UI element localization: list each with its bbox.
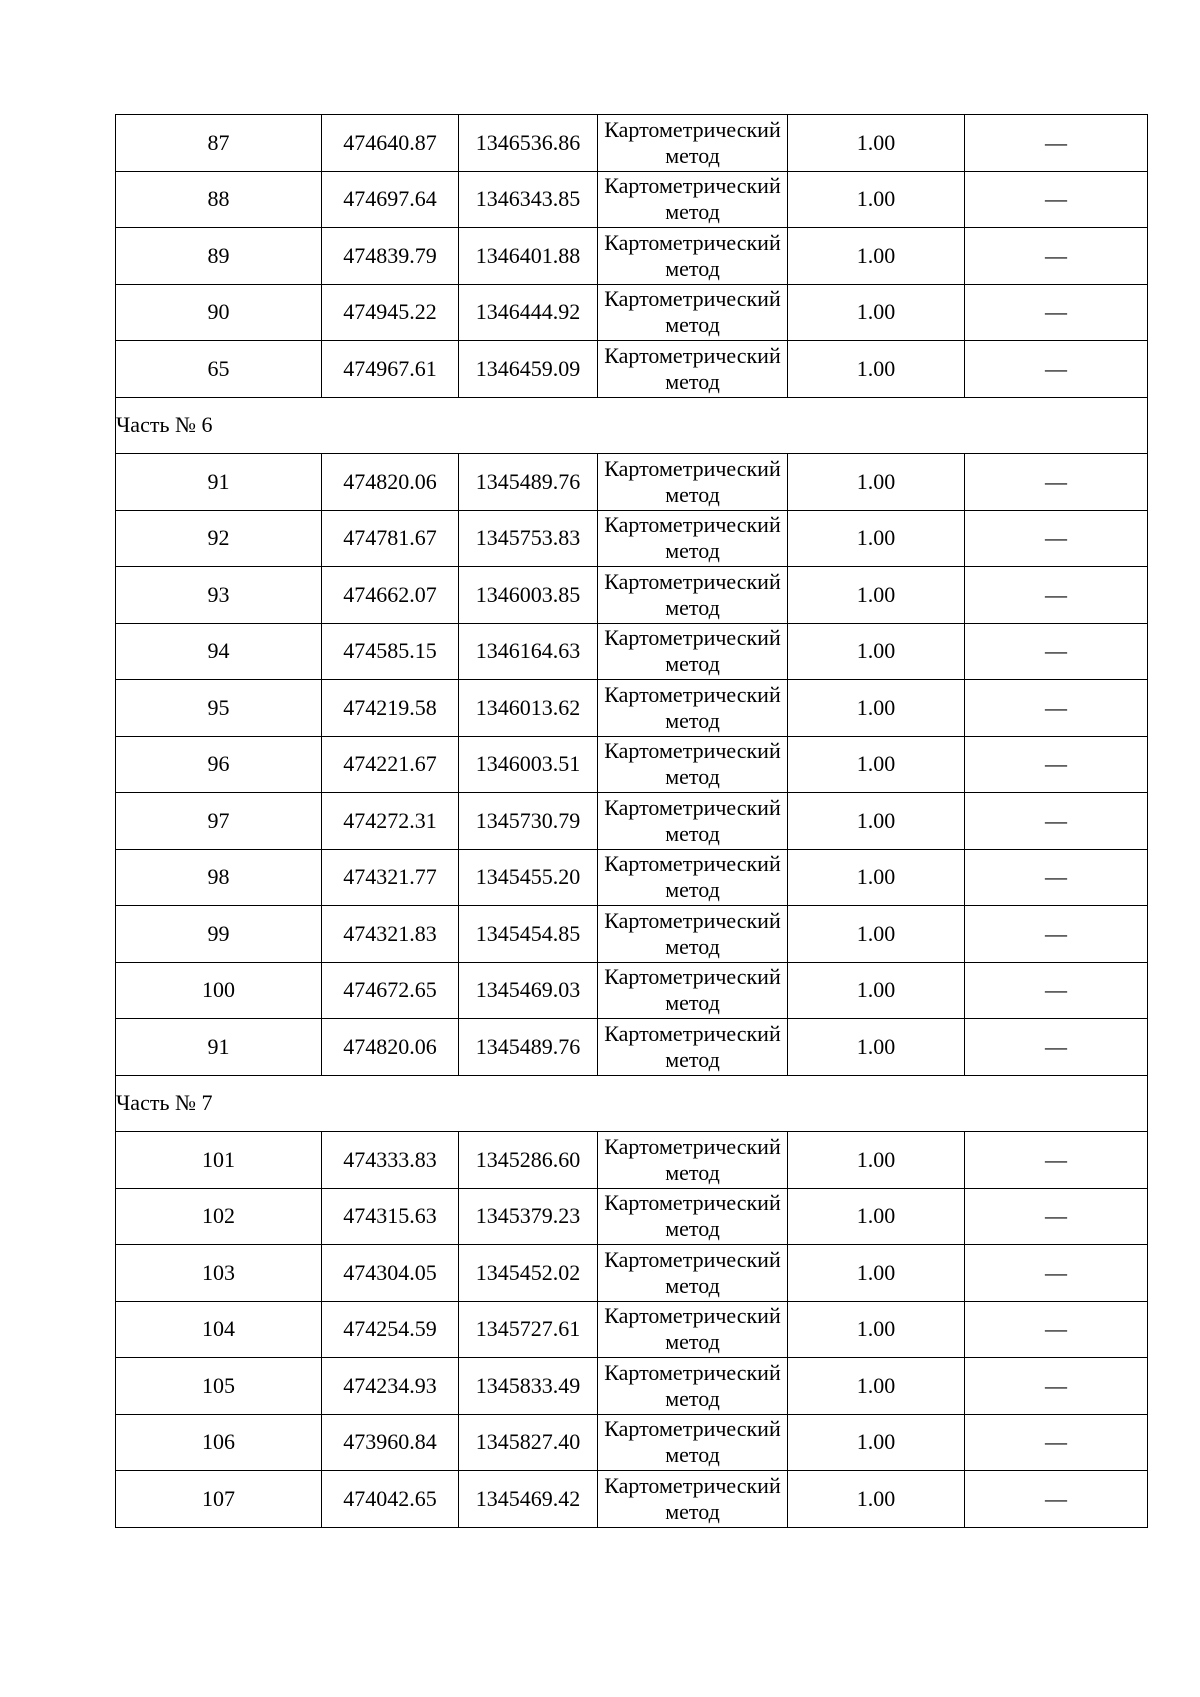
point-number-cell: 91 — [116, 454, 322, 511]
table-row — [116, 793, 1148, 850]
point-number-cell: 107 — [116, 1471, 322, 1528]
point-number-cell: 100 — [116, 962, 322, 1019]
y-coordinate-cell: 1345286.60 — [459, 1132, 598, 1189]
note-cell: — — [965, 284, 1148, 341]
y-coordinate-cell: 1345454.85 — [459, 906, 598, 963]
method-cell: Картометрический метод — [598, 567, 788, 624]
table-row — [116, 171, 1148, 228]
x-coordinate-cell: 474234.93 — [322, 1358, 459, 1415]
table-row — [116, 623, 1148, 680]
table-row — [116, 115, 1148, 172]
accuracy-cell: 1.00 — [788, 1188, 965, 1245]
x-coordinate-cell: 474839.79 — [322, 228, 459, 285]
accuracy-cell: 1.00 — [788, 962, 965, 1019]
method-cell: Картометрический метод — [598, 115, 788, 172]
table-row — [116, 510, 1148, 567]
accuracy-cell: 1.00 — [788, 228, 965, 285]
accuracy-cell: 1.00 — [788, 1132, 965, 1189]
y-coordinate-cell: 1345833.49 — [459, 1358, 598, 1415]
table-row — [116, 1245, 1148, 1302]
part-title: Часть № 6 — [116, 397, 1148, 454]
x-coordinate-cell: 474042.65 — [322, 1471, 459, 1528]
y-coordinate-cell: 1346343.85 — [459, 171, 598, 228]
point-number-cell: 102 — [116, 1188, 322, 1245]
table-row — [116, 906, 1148, 963]
x-coordinate-cell: 474333.83 — [322, 1132, 459, 1189]
note-cell: — — [965, 906, 1148, 963]
y-coordinate-cell: 1346003.51 — [459, 736, 598, 793]
note-cell: — — [965, 962, 1148, 1019]
y-coordinate-cell: 1345489.76 — [459, 1019, 598, 1076]
note-cell: — — [965, 1019, 1148, 1076]
table-row — [116, 680, 1148, 737]
y-coordinate-cell: 1345489.76 — [459, 454, 598, 511]
method-cell: Картометрический метод — [598, 1358, 788, 1415]
table-row — [116, 1358, 1148, 1415]
table-row — [116, 1132, 1148, 1189]
point-number-cell: 98 — [116, 849, 322, 906]
y-coordinate-cell: 1345469.42 — [459, 1471, 598, 1528]
note-cell: — — [965, 849, 1148, 906]
table-row — [116, 454, 1148, 511]
accuracy-cell: 1.00 — [788, 849, 965, 906]
point-number-cell: 105 — [116, 1358, 322, 1415]
note-cell: — — [965, 454, 1148, 511]
note-cell: — — [965, 623, 1148, 680]
point-number-cell: 88 — [116, 171, 322, 228]
method-cell: Картометрический метод — [598, 1414, 788, 1471]
method-cell: Картометрический метод — [598, 623, 788, 680]
method-cell: Картометрический метод — [598, 341, 788, 398]
x-coordinate-cell: 474321.83 — [322, 906, 459, 963]
x-coordinate-cell: 473960.84 — [322, 1414, 459, 1471]
part-header-row — [116, 397, 1148, 454]
x-coordinate-cell: 474640.87 — [322, 115, 459, 172]
point-number-cell: 106 — [116, 1414, 322, 1471]
accuracy-cell: 1.00 — [788, 680, 965, 737]
point-number-cell: 94 — [116, 623, 322, 680]
y-coordinate-cell: 1346003.85 — [459, 567, 598, 624]
point-number-cell: 96 — [116, 736, 322, 793]
x-coordinate-cell: 474967.61 — [322, 341, 459, 398]
method-cell: Картометрический метод — [598, 284, 788, 341]
y-coordinate-cell: 1346401.88 — [459, 228, 598, 285]
coordinates-document — [115, 114, 1147, 1528]
table-row — [116, 341, 1148, 398]
x-coordinate-cell: 474254.59 — [322, 1301, 459, 1358]
accuracy-cell: 1.00 — [788, 454, 965, 511]
part-header-row — [116, 1075, 1148, 1132]
point-number-cell: 95 — [116, 680, 322, 737]
table-row — [116, 567, 1148, 624]
method-cell: Картометрический метод — [598, 171, 788, 228]
note-cell: — — [965, 510, 1148, 567]
x-coordinate-cell: 474272.31 — [322, 793, 459, 850]
method-cell: Картометрический метод — [598, 793, 788, 850]
x-coordinate-cell: 474304.05 — [322, 1245, 459, 1302]
x-coordinate-cell: 474219.58 — [322, 680, 459, 737]
point-number-cell: 87 — [116, 115, 322, 172]
accuracy-cell: 1.00 — [788, 623, 965, 680]
method-cell: Картометрический метод — [598, 906, 788, 963]
x-coordinate-cell: 474585.15 — [322, 623, 459, 680]
coordinates-table — [115, 114, 1148, 1528]
y-coordinate-cell: 1345469.03 — [459, 962, 598, 1019]
accuracy-cell: 1.00 — [788, 567, 965, 624]
note-cell: — — [965, 1358, 1148, 1415]
y-coordinate-cell: 1345379.23 — [459, 1188, 598, 1245]
note-cell: — — [965, 1245, 1148, 1302]
accuracy-cell: 1.00 — [788, 115, 965, 172]
note-cell: — — [965, 736, 1148, 793]
table-row — [116, 1188, 1148, 1245]
method-cell: Картометрический метод — [598, 680, 788, 737]
table-row — [116, 849, 1148, 906]
note-cell: — — [965, 680, 1148, 737]
x-coordinate-cell: 474697.64 — [322, 171, 459, 228]
method-cell: Картометрический метод — [598, 454, 788, 511]
table-row — [116, 228, 1148, 285]
x-coordinate-cell: 474315.63 — [322, 1188, 459, 1245]
point-number-cell: 65 — [116, 341, 322, 398]
accuracy-cell: 1.00 — [788, 906, 965, 963]
method-cell: Картометрический метод — [598, 1301, 788, 1358]
x-coordinate-cell: 474945.22 — [322, 284, 459, 341]
note-cell: — — [965, 1132, 1148, 1189]
accuracy-cell: 1.00 — [788, 284, 965, 341]
point-number-cell: 99 — [116, 906, 322, 963]
x-coordinate-cell: 474820.06 — [322, 1019, 459, 1076]
x-coordinate-cell: 474781.67 — [322, 510, 459, 567]
part-title: Часть № 7 — [116, 1075, 1148, 1132]
method-cell: Картометрический метод — [598, 228, 788, 285]
table-row — [116, 1301, 1148, 1358]
point-number-cell: 91 — [116, 1019, 322, 1076]
point-number-cell: 93 — [116, 567, 322, 624]
accuracy-cell: 1.00 — [788, 793, 965, 850]
point-number-cell: 104 — [116, 1301, 322, 1358]
y-coordinate-cell: 1345455.20 — [459, 849, 598, 906]
y-coordinate-cell: 1346459.09 — [459, 341, 598, 398]
method-cell: Картометрический метод — [598, 1471, 788, 1528]
accuracy-cell: 1.00 — [788, 171, 965, 228]
accuracy-cell: 1.00 — [788, 1301, 965, 1358]
accuracy-cell: 1.00 — [788, 736, 965, 793]
method-cell: Картометрический метод — [598, 1132, 788, 1189]
y-coordinate-cell: 1346536.86 — [459, 115, 598, 172]
point-number-cell: 101 — [116, 1132, 322, 1189]
method-cell: Картометрический метод — [598, 1019, 788, 1076]
table-row — [116, 284, 1148, 341]
table-row — [116, 1414, 1148, 1471]
point-number-cell: 97 — [116, 793, 322, 850]
accuracy-cell: 1.00 — [788, 1245, 965, 1302]
table-row — [116, 1019, 1148, 1076]
y-coordinate-cell: 1346013.62 — [459, 680, 598, 737]
note-cell: — — [965, 171, 1148, 228]
note-cell: — — [965, 793, 1148, 850]
note-cell: — — [965, 228, 1148, 285]
x-coordinate-cell: 474820.06 — [322, 454, 459, 511]
coordinates-table-body — [116, 115, 1148, 1528]
accuracy-cell: 1.00 — [788, 1019, 965, 1076]
point-number-cell: 89 — [116, 228, 322, 285]
point-number-cell: 103 — [116, 1245, 322, 1302]
accuracy-cell: 1.00 — [788, 1414, 965, 1471]
y-coordinate-cell: 1346164.63 — [459, 623, 598, 680]
method-cell: Картометрический метод — [598, 1245, 788, 1302]
note-cell: — — [965, 567, 1148, 624]
y-coordinate-cell: 1345727.61 — [459, 1301, 598, 1358]
method-cell: Картометрический метод — [598, 736, 788, 793]
table-row — [116, 736, 1148, 793]
x-coordinate-cell: 474662.07 — [322, 567, 459, 624]
accuracy-cell: 1.00 — [788, 510, 965, 567]
note-cell: — — [965, 1471, 1148, 1528]
accuracy-cell: 1.00 — [788, 341, 965, 398]
note-cell: — — [965, 115, 1148, 172]
note-cell: — — [965, 341, 1148, 398]
method-cell: Картометрический метод — [598, 962, 788, 1019]
note-cell: — — [965, 1188, 1148, 1245]
table-row — [116, 1471, 1148, 1528]
y-coordinate-cell: 1345452.02 — [459, 1245, 598, 1302]
accuracy-cell: 1.00 — [788, 1471, 965, 1528]
x-coordinate-cell: 474221.67 — [322, 736, 459, 793]
method-cell: Картометрический метод — [598, 1188, 788, 1245]
accuracy-cell: 1.00 — [788, 1358, 965, 1415]
note-cell: — — [965, 1301, 1148, 1358]
note-cell: — — [965, 1414, 1148, 1471]
point-number-cell: 90 — [116, 284, 322, 341]
x-coordinate-cell: 474321.77 — [322, 849, 459, 906]
y-coordinate-cell: 1345827.40 — [459, 1414, 598, 1471]
y-coordinate-cell: 1345730.79 — [459, 793, 598, 850]
table-row — [116, 962, 1148, 1019]
x-coordinate-cell: 474672.65 — [322, 962, 459, 1019]
method-cell: Картометрический метод — [598, 849, 788, 906]
point-number-cell: 92 — [116, 510, 322, 567]
method-cell: Картометрический метод — [598, 510, 788, 567]
y-coordinate-cell: 1345753.83 — [459, 510, 598, 567]
y-coordinate-cell: 1346444.92 — [459, 284, 598, 341]
